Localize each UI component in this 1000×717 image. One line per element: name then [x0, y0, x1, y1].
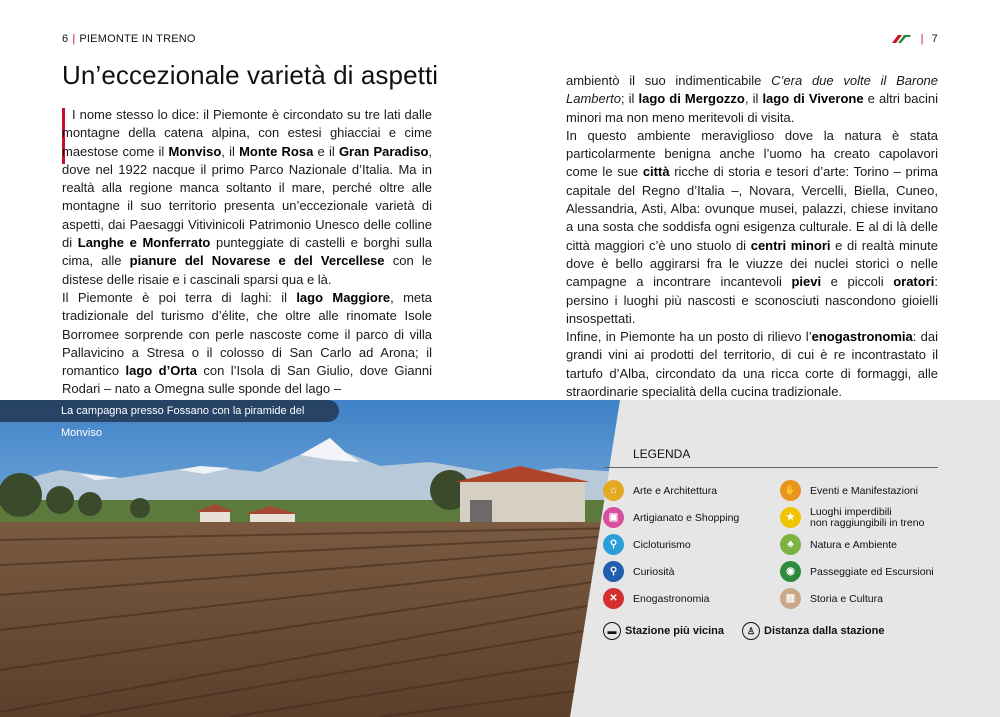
eye-icon: ◉	[780, 561, 801, 582]
emphasis-text: Gran Paradiso	[338, 143, 429, 159]
legend-item-label: Cicloturismo	[633, 538, 691, 551]
emphasis-text: lago di Viverone	[762, 91, 864, 107]
header-separator-right: |	[920, 33, 924, 45]
legend-item-label: Enogastronomia	[633, 592, 710, 605]
legend-item	[780, 507, 938, 528]
distance-legend-item	[742, 622, 884, 640]
train-station-icon: ▬	[603, 622, 621, 640]
legend-item	[603, 561, 780, 582]
paragraph	[62, 289, 432, 399]
legend-stations	[603, 622, 884, 640]
legend-item-label: Passeggiate ed Escursioni	[810, 565, 934, 578]
page-number-left: 6	[62, 33, 69, 45]
text-run: punteggiate di castelli e borghi sulla cima, alle	[62, 235, 432, 269]
text-run: , meta tradizionale del turismo d’élite, che oltre alle rinomate Isole Borromee sorprende con perle nascoste come il parco di villa Pallavicino a Stresa o il colosso di San Carlo ad Arona; il romantico	[62, 289, 432, 379]
legend-item-label: Artigianato e Shopping	[633, 511, 740, 524]
legend-item-label: Storia e Cultura	[810, 592, 883, 605]
text-run: ricche di storia e tesori d’arte: Torino – prima capitale del Regno d’Italia –, Novara, Vercelli, Biella, Cuneo, Alessandria, Asti, Alba: ovunque musei, palazzi, chiese invitano a una sosta che soddisfa ogni esigenza culturale. E al di là delle città maggiori c’è uno stuolo di	[566, 164, 939, 253]
text-run: In questo ambiente meraviglioso dove la natura è stata particolarmente benigna anche l’uomo ha creato capolavori come le sue	[566, 127, 938, 180]
legend-item	[780, 588, 938, 609]
emphasis-text: lago di Mergozzo	[638, 91, 745, 107]
legend-item-label: Arte e Architettura	[633, 484, 718, 497]
emphasis-text: pianure del Novarese e del Vercellese	[129, 253, 385, 269]
tree-icon: ♣	[780, 534, 801, 555]
legend-item-label-line: non raggiungibili in treno	[810, 516, 925, 529]
running-header-right	[889, 33, 938, 45]
paragraph	[566, 328, 938, 401]
page-title: Un’eccezionale varietà di aspetti	[62, 60, 439, 90]
text-run: e di realtà minute dove è bello aggirarsi fra le viuzze dei nuclei storici o nelle campagne a incontrare incantevoli	[566, 237, 938, 290]
text-run: Il Piemonte è poi terra di laghi: il	[62, 289, 297, 305]
emphasis-text: oratori	[893, 274, 935, 290]
trenitalia-logo-icon	[889, 33, 913, 45]
emphasis-text: Monte Rosa	[239, 143, 314, 159]
emphasis-text: lago Maggiore	[296, 289, 391, 305]
magnifier-icon: ⚲	[603, 561, 624, 582]
star-icon: ★	[780, 507, 801, 528]
bicycle-icon: ⚲	[603, 534, 624, 555]
text-run: I nome stesso lo dice: il Piemonte è circondato su tre lati dalle montagne della catena alpina, con estesi ghiacciai e cime maestose come il	[62, 107, 432, 159]
distance-label: Distanza dalla stazione	[764, 625, 885, 637]
legend-title: LEGENDA	[603, 447, 938, 468]
text-run: ; il	[620, 91, 639, 107]
shopping-bag-icon: ▣	[603, 507, 624, 528]
legend-item	[603, 480, 780, 501]
station-legend-item	[603, 622, 724, 640]
emphasis-text: città	[642, 164, 670, 180]
text-run: con l’Isola di San Giulio, dove Gianni Rodari – nato a Omegna sulle sponde del lago –	[62, 363, 432, 397]
text-run: e piccoli	[821, 274, 894, 290]
legend-item-label	[810, 507, 924, 529]
paragraph	[566, 72, 938, 127]
running-header-left	[62, 33, 196, 45]
legend-item	[780, 480, 938, 501]
text-run: Infine, in Piemonte ha un posto di rilievo l’	[566, 329, 812, 345]
station-label: Stazione più vicina	[625, 625, 725, 637]
title-italic: C’era due volte il Barone Lamberto	[566, 73, 939, 107]
running-title: PIEMONTE IN TRENO	[79, 33, 196, 45]
legend-item	[780, 534, 938, 555]
text-run: , il	[744, 91, 763, 107]
page-number-right: 7	[931, 33, 938, 45]
header-separator: |	[72, 33, 76, 45]
legend-item-label-line: Luoghi imperdibili	[810, 505, 892, 518]
legend-item-label: Natura e Ambiente	[810, 538, 897, 551]
legend-item-label: Eventi e Manifestazioni	[810, 484, 918, 497]
emphasis-text: lago d’Orta	[125, 363, 197, 379]
legend-grid	[603, 480, 938, 609]
legend-item-label: Curiosità	[633, 565, 675, 578]
text-run: con le distese delle risaie e i cascinali sparsi qua e là.	[62, 253, 432, 287]
legend-item	[603, 507, 780, 528]
emphasis-text: Langhe e Monferrato	[77, 235, 211, 251]
text-run: , dove nel 1922 nacque il primo Parco Nazionale d’Italia. Ma in realtà alla regione manca soltanto il mare, perché oltre alle montagne il suo territorio presenta un’eccezionale varietà di aspetti, dai Paesaggi Vitivinicoli Patrimonio Unesco delle colline di	[62, 143, 433, 251]
text-run: , il	[221, 143, 240, 159]
text-run: : dai grandi vini ai prodotti del territorio, di cui è re incontrastato il tartufo d’Alba, circondato da una ricca corte di formaggi, alle straordinarie specialità della cucina tradizionale.	[566, 329, 938, 400]
right-text-column	[566, 72, 938, 401]
text-run: ambientò il suo indimenticabile	[566, 73, 772, 88]
legend-item	[780, 561, 938, 582]
paragraph	[62, 106, 432, 289]
paragraph	[566, 127, 938, 328]
emphasis-text: enogastronomia	[811, 329, 913, 345]
emphasis-text: pievi	[791, 274, 822, 290]
legend-item	[603, 588, 780, 609]
text-run: : persino i luoghi più nascosti e sconosciuti nascondono gioielli insospettati.	[566, 274, 938, 326]
legend-panel	[603, 447, 938, 609]
building-icon: ⌂	[603, 480, 624, 501]
left-text-column	[62, 106, 432, 399]
photo-caption: La campagna presso Fossano con la piramide del Monviso	[0, 400, 339, 422]
legend-item	[603, 534, 780, 555]
text-run: e il	[313, 143, 339, 159]
walking-person-icon: ♙	[742, 622, 760, 640]
text-run: e altri bacini minori ma non meno meritevoli di visita.	[566, 91, 938, 125]
hand-icon: ✋	[780, 480, 801, 501]
temple-icon: ▥	[780, 588, 801, 609]
emphasis-text: Monviso	[168, 143, 222, 159]
plate-icon: ✕	[603, 588, 624, 609]
emphasis-text: centri minori	[750, 237, 831, 253]
